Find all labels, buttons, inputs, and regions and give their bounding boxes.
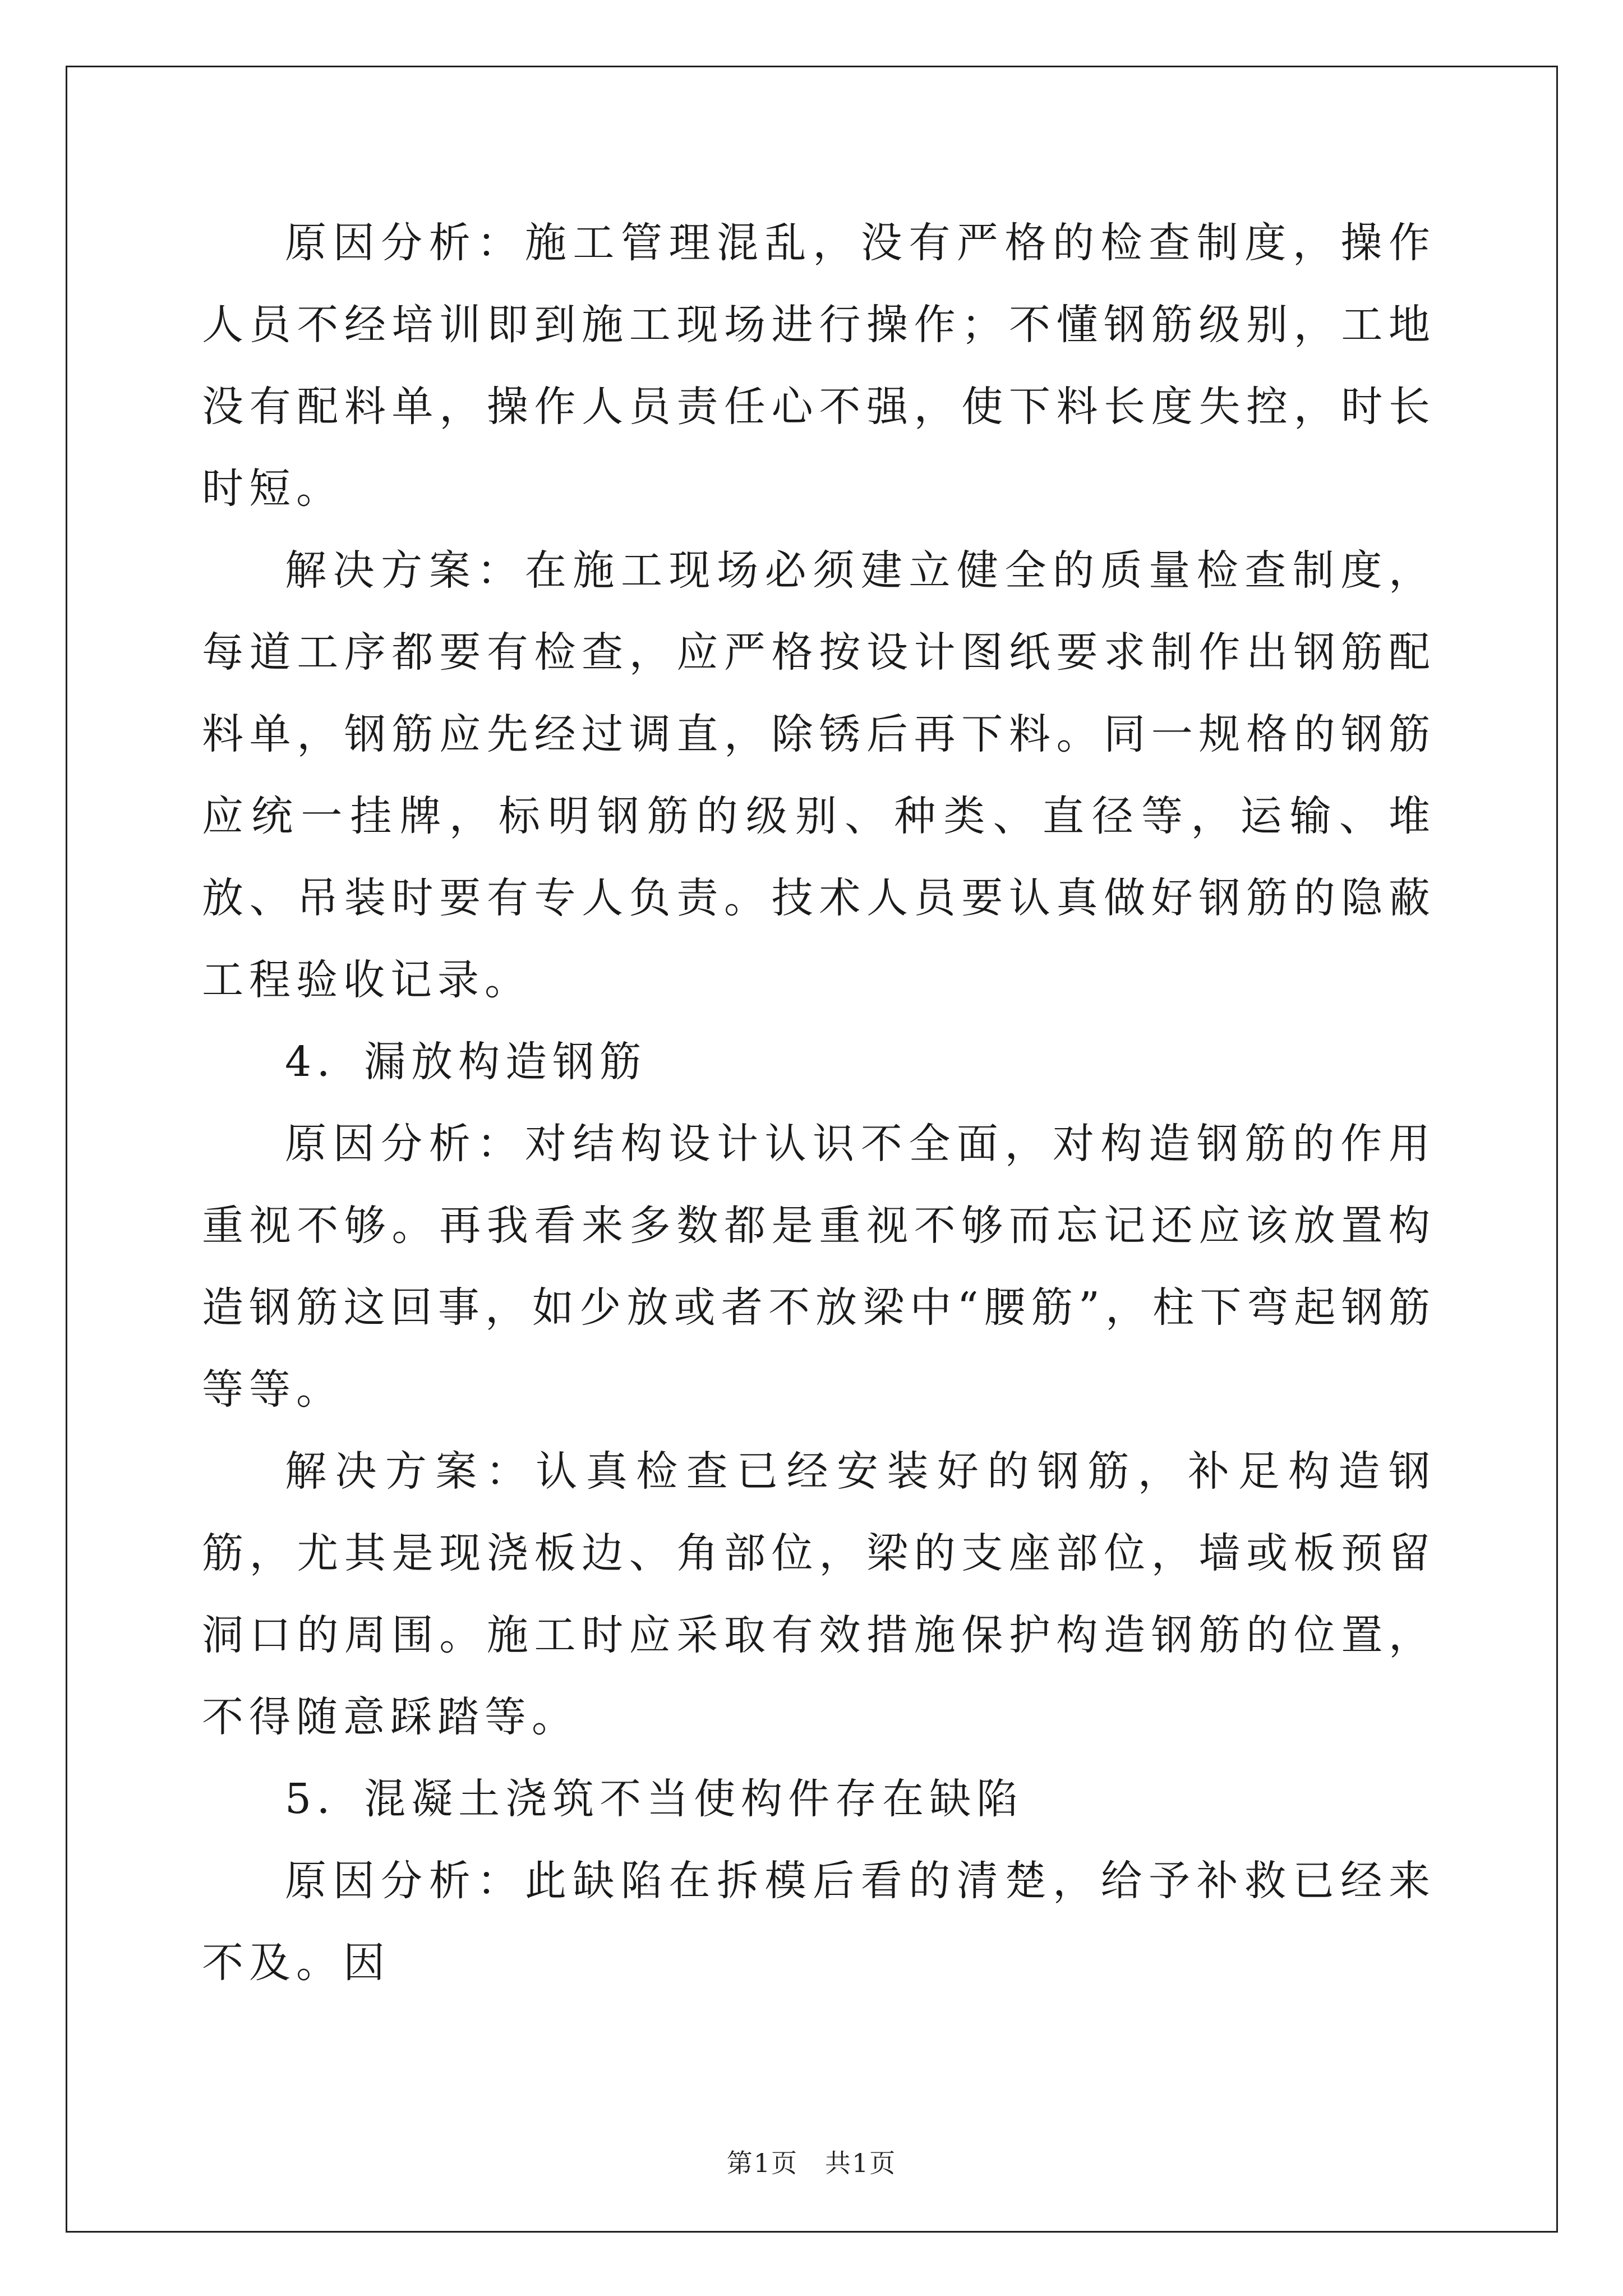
paragraph-solution-4: 解决方案：认真检查已经安装好的钢筋，补足构造钢筋，尤其是现浇板边、角部位，梁的支座部位，墙或板预留洞口的周围。施工时应采取有效措施保护构造钢筋的位置，不得随意踩踏等。 <box>202 1447 1436 1741</box>
paragraph-solution-1: 解决方案：在施工现场必须建立健全的质量检查制度，每道工序都要有检查，应严格按设计图纸要求制作出钢筋配料单，钢筋应先经过调直，除锈后再下料。同一规格的钢筋应统一挂牌，标明钢筋的级别、种类、直径等，运输、堆放、吊装时要有专人负责。技术人员要认真做好钢筋的隐蔽工程验收记录。 <box>202 546 1436 1004</box>
paragraph-cause-analysis-1: 原因分析：施工管理混乱，没有严格的检查制度，操作人员不经培训即到施工现场进行操作；不懂钢筋级别，工地没有配料单，操作人员责任心不强，使下料长度失控，时长时短。 <box>202 219 1436 513</box>
paragraph-cause-analysis-4: 原因分析：对结构设计认识不全面，对构造钢筋的作用重视不够。再我看来多数都是重视不够而忘记还应该放置构造钢筋这回事，如少放或者不放梁中“腰筋”，柱下弯起钢筋等等。 <box>202 1120 1436 1414</box>
paragraph-cause-analysis-5: 原因分析：此缺陷在拆模后看的清楚，给予补救已经来不及。因 <box>202 1857 1436 1987</box>
page-number-footer: 第1页 共1页 <box>726 2148 897 2178</box>
document-body <box>202 202 1436 2004</box>
section-heading-4: 4．漏放构造钢筋 <box>285 1038 647 1086</box>
section-heading-5: 5．混凝土浇筑不当使构件存在缺陷 <box>285 1775 1024 1823</box>
